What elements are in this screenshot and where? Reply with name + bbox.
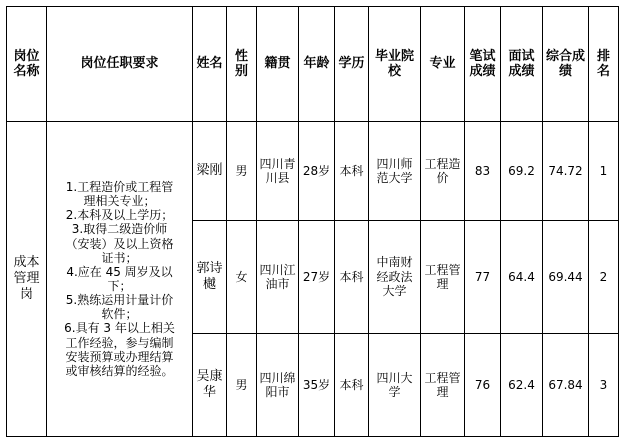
gender-value: 男 (235, 377, 248, 392)
header-name (193, 7, 227, 122)
header-origin (257, 7, 299, 122)
cell-rank (589, 221, 619, 334)
major-value: 工程造价 (424, 156, 461, 185)
education-value: 本科 (339, 377, 364, 392)
header-requirements-label: 岗位任职要求 (80, 56, 159, 72)
requirement-line: 6.具有 3 年以上相关 (64, 321, 175, 336)
cell-education (335, 334, 369, 437)
cell-total-score (543, 122, 589, 221)
cell-candidate-name (193, 122, 227, 221)
cell-written-score (465, 122, 501, 221)
cell-education (335, 221, 369, 334)
requirement-line: （安装）及以上资格 (65, 236, 174, 251)
cell-requirements (47, 122, 193, 437)
candidate-name-value: 梁刚 (196, 163, 223, 179)
header-education-label: 学历 (338, 56, 365, 72)
header-post-name (7, 7, 47, 122)
cell-interview-score (501, 122, 543, 221)
cell-gender (227, 334, 257, 437)
header-major-label: 专业 (429, 56, 456, 72)
written-score-value: 76 (474, 377, 491, 392)
origin-value: 四川绵阳市 (259, 370, 296, 399)
written-score-value: 83 (474, 163, 491, 178)
cell-age (299, 221, 335, 334)
cell-age (299, 334, 335, 437)
rank-value: 2 (599, 269, 608, 284)
origin-value: 四川青川县 (259, 156, 296, 185)
document-page (0, 6, 624, 442)
requirement-line: 工作经验，参与编制 (65, 335, 174, 350)
cell-post-name (7, 122, 47, 437)
cell-rank (589, 334, 619, 437)
header-gender-label: 性别 (234, 48, 248, 79)
rank-value: 3 (599, 377, 608, 392)
table-row (7, 122, 619, 221)
school-value: 四川师范大学 (376, 156, 413, 185)
total-score-value: 74.72 (548, 163, 583, 178)
cell-candidate-name (193, 334, 227, 437)
cell-school (369, 221, 421, 334)
header-interview-score-label: 面试成绩 (508, 48, 535, 79)
cell-total-score (543, 334, 589, 437)
header-interview-score (501, 7, 543, 122)
cell-origin (257, 334, 299, 437)
requirement-line: 5.熟练运用计量计价 (65, 293, 174, 308)
requirement-line: 下； (107, 279, 132, 293)
cell-interview-score (501, 334, 543, 437)
header-age-label: 年龄 (303, 56, 330, 72)
header-age (299, 7, 335, 122)
header-rank-label: 排名 (596, 48, 610, 79)
candidate-name-value: 郭诗樾 (196, 261, 223, 292)
age-value: 35岁 (302, 377, 331, 392)
school-value: 四川大学 (376, 370, 413, 399)
cell-gender (227, 221, 257, 334)
cell-rank (589, 122, 619, 221)
cell-origin (257, 122, 299, 221)
requirement-line: 理相关专业； (83, 194, 156, 209)
school-value: 中南财经政法大学 (376, 255, 413, 299)
interview-score-value: 64.4 (508, 269, 535, 284)
cell-education (335, 122, 369, 221)
header-school-label: 毕业院校 (374, 48, 414, 79)
interview-score-value: 69.2 (508, 163, 535, 178)
age-value: 27岁 (302, 269, 331, 284)
cell-interview-score (501, 221, 543, 334)
cell-major (421, 334, 465, 437)
header-written-score-label: 笔试成绩 (469, 48, 496, 79)
age-value: 28岁 (302, 163, 331, 178)
cell-gender (227, 122, 257, 221)
gender-value: 女 (235, 269, 248, 284)
header-total-score (543, 7, 589, 122)
candidate-results-table (6, 6, 619, 437)
header-rank (589, 7, 619, 122)
interview-score-value: 62.4 (508, 377, 535, 392)
cell-written-score (465, 221, 501, 334)
requirement-line: 3.取得二级造价师 (71, 222, 168, 237)
requirement-line: 软件； (101, 307, 138, 322)
table-header-row (7, 7, 619, 122)
cell-school (369, 334, 421, 437)
header-education (335, 7, 369, 122)
gender-value: 男 (235, 163, 248, 178)
total-score-value: 69.44 (548, 269, 583, 284)
requirement-line: 证书； (101, 250, 138, 265)
requirement-line: 4.应在 45 周岁及以 (66, 264, 173, 279)
header-total-score-label: 综合成绩 (545, 48, 585, 79)
header-written-score (465, 7, 501, 122)
major-value: 工程管理 (424, 370, 461, 399)
requirement-line: 2.本科及以上学历； (65, 208, 174, 223)
cell-written-score (465, 334, 501, 437)
cell-origin (257, 221, 299, 334)
header-requirements (47, 7, 193, 122)
origin-value: 四川江油市 (259, 262, 296, 291)
candidate-name-value: 吴康华 (196, 369, 223, 400)
requirement-line: 安装预算或办理结算 (65, 349, 174, 364)
cell-candidate-name (193, 221, 227, 334)
header-major (421, 7, 465, 122)
header-gender (227, 7, 257, 122)
education-value: 本科 (339, 163, 364, 178)
requirement-line: 或审核结算的经验。 (65, 363, 174, 378)
header-origin-label: 籍贯 (264, 56, 291, 72)
header-post-name-label: 岗位名称 (13, 48, 40, 79)
cell-age (299, 122, 335, 221)
cell-major (421, 221, 465, 334)
total-score-value: 67.84 (548, 377, 583, 392)
header-name-label: 姓名 (196, 56, 223, 72)
major-value: 工程管理 (424, 262, 461, 291)
cell-major (421, 122, 465, 221)
written-score-value: 77 (474, 269, 491, 284)
cell-school (369, 122, 421, 221)
requirement-line: 1.工程造价或工程管 (65, 179, 174, 194)
education-value: 本科 (339, 269, 364, 284)
rank-value: 1 (599, 163, 608, 178)
cell-total-score (543, 221, 589, 334)
post-name-value: 成本管理岗 (13, 254, 40, 303)
header-school (369, 7, 421, 122)
